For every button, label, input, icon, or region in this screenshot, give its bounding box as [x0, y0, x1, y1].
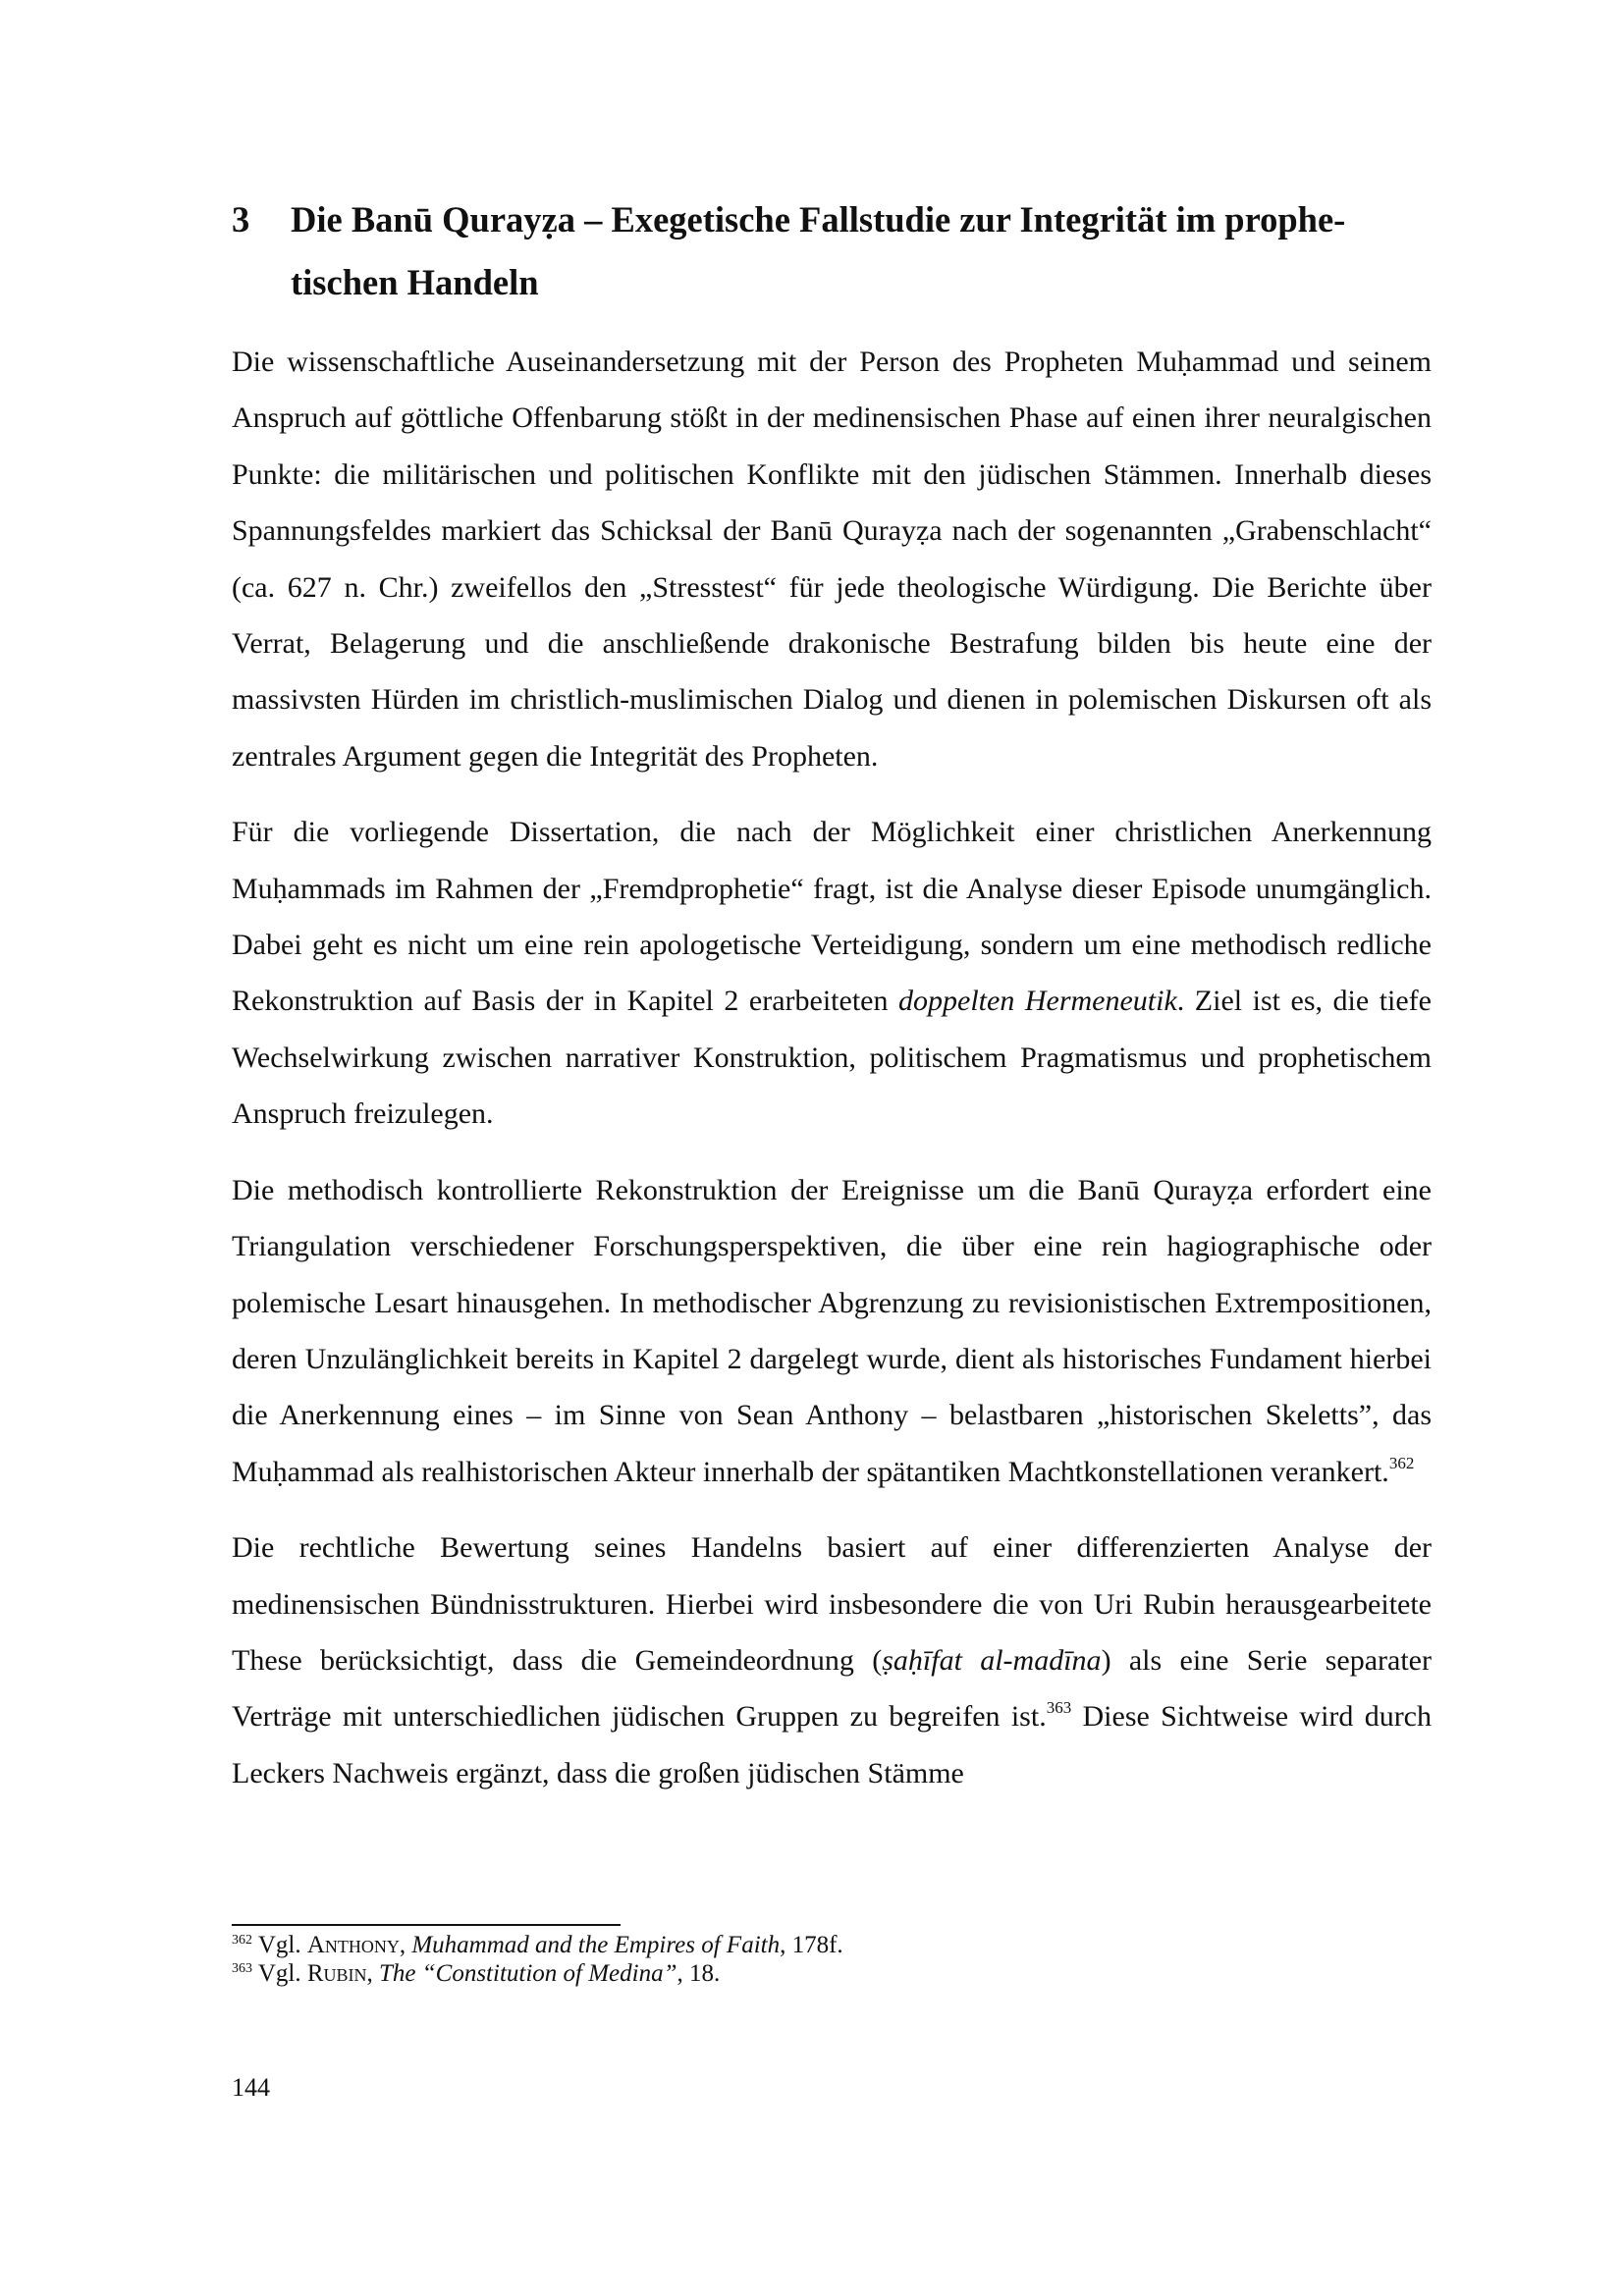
page-number: 144 [232, 2073, 270, 2102]
paragraph-4-text-c: Diese Sichtweise wird durch Leckers Nachweis ergänzt, dass die großen jüdischen Stämme [232, 1700, 1433, 1789]
paragraph-2-text-b: . Ziel ist es, die tiefe Wechselwirkung zwischen narrativer Konstruktion, politischem Pragmatismus und prophetischem Anspruch freizulegen. [232, 985, 1432, 1131]
paragraph-2-text-a: Für die vorliegende Dissertation, die nach der Möglichkeit einer christlichen Anerkennung Muḥammads im Rahmen der „Fremdprophetie“ fragt, ist die Analyse dieser Episode unumgänglich. Dabei geht es nicht um eine rein apologetische Verteidigung, sondern um eine methodisch redliche Rekonstruktion auf Basis der in Kapitel 2 erarbeiteten [232, 816, 1432, 1018]
paragraph-2 [232, 804, 1432, 1142]
body-text [232, 334, 1432, 1821]
footnote-author: Anthony [306, 1932, 400, 1958]
footnote-separator [232, 1924, 621, 1926]
paragraph-3 [232, 1162, 1432, 1500]
footnote-362 [232, 1932, 1432, 1960]
chapter-title: Die Banū Qurayẓa – Exegetische Fallstudie zur Integrität im prophetischen Handeln [291, 199, 1346, 302]
paragraph-4-text-b: ) als eine Serie separater Verträge mit unterschiedlichen jüdischen Gruppen zu begreifen ist. [232, 1643, 1432, 1734]
footnote-prefix: Vgl. [257, 1932, 307, 1958]
footnote-ref-362[interactable]: 362 [1388, 1453, 1415, 1472]
footnote-separator-text: , [399, 1932, 412, 1958]
chapter-heading [232, 188, 1430, 314]
footnote-pages: , 178f. [780, 1932, 843, 1958]
paragraph-3-text: Die methodisch kontrollierte Rekonstruktion der Ereignisse um die Banū Qurayẓa erfordert eine Triangulation verschiedener Forschungsperspektiven, die über eine rein hagiographische oder polemische Lesart hinausgehen. In methodischer Abgrenzung zu revisionistischen Extrempositionen, deren Unzulänglichkeit bereits in Kapitel 2 dargelegt wurde, dient als historisches Fundament hierbei die Anerkennung eines – im Sinne von Sean Anthony – belastbaren „historischen Skeletts”, das Muḥammad als realhistorischen Akteur innerhalb der spätantiken Machtkonstellationen verankert. [232, 1173, 1432, 1488]
footnote-363 [232, 1960, 1432, 1989]
paragraph-4 [232, 1520, 1432, 1801]
paragraph-4-text-a: Die rechtliche Bewertung seines Handelns basiert auf einer differenzierten Analyse der medinensischen Bündnisstrukturen. Hierbei wird insbesondere die von Uri Rubin herausgearbeitete These berücksichtigt, dass die Gemeindeordnung ( [232, 1531, 1432, 1677]
paragraph-1: Die wissenschaftliche Auseinandersetzung mit der Person des Propheten Muḥammad und seinem Anspruch auf göttliche Offenbarung stößt in der medinensischen Phase auf einen ihrer neuralgischen Punkte: die militärischen und politischen Konflikte mit den jüdischen Stämmen. Innerhalb dieses Spannungsfeldes markiert das Schicksal der Banū Qurayẓa nach der sogenannten „Grabenschlacht“ (ca. 627 n. Chr.) zweifellos den „Stresstest“ für jede theologische Würdigung. Die Berichte über Verrat, Belagerung und die anschließende drakonische Bestrafung bilden bis heute eine der massivsten Hürden im christlich-muslimischen Dialog und dienen in polemischen Diskursen oft als zentrales Argument gegen die Integrität des Propheten. [232, 346, 1432, 773]
footnote-number: 363 [232, 1960, 252, 1976]
footnote-author: Rubin [306, 1959, 367, 1987]
footnote-ref-363[interactable]: 363 [1046, 1698, 1072, 1718]
footnotes [232, 1932, 1432, 1988]
footnote-separator-text: , [366, 1959, 379, 1987]
chapter-number: 3 [232, 199, 250, 240]
footnote-number: 362 [232, 1933, 252, 1948]
footnote-title: Muhammad and the Empires of Faith [411, 1932, 781, 1958]
footnote-pages: , 18. [677, 1959, 721, 1987]
paragraph-4-italic-term: ṣaḥīfat al-madīna [882, 1643, 1102, 1677]
footnote-title: The “Constitution of Medina” [379, 1959, 677, 1987]
paragraph-2-italic-term: doppelten Hermeneutik [898, 985, 1177, 1018]
footnote-prefix: Vgl. [257, 1959, 307, 1987]
